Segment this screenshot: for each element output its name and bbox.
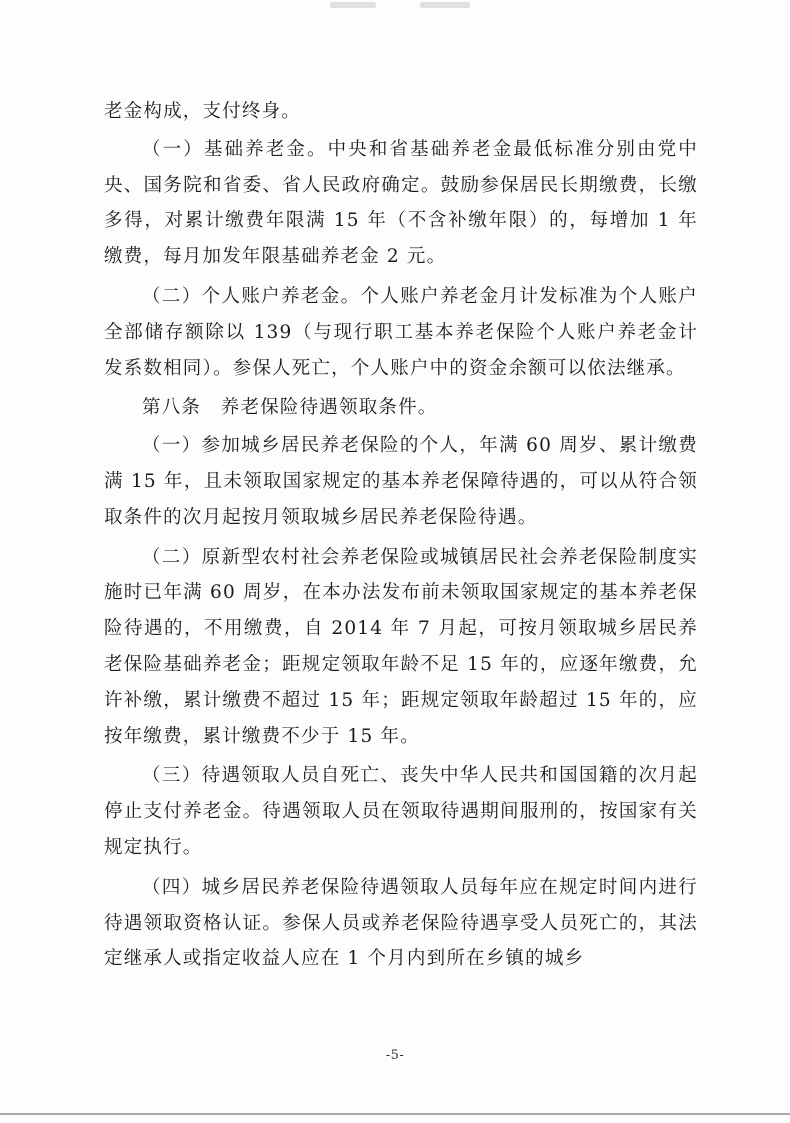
paragraph-condition-one: （一）参加城乡居民养老保险的个人，年满 60 周岁、累计缴费满 15 年，且未领取国家规定的基本养老保障待遇的，可以从符合领取条件的次月起按月领取城乡居民养老保险待遇。 — [104, 435, 698, 528]
paragraph-condition-two: （二）原新型农村社会养老保险或城镇居民社会养老保险制度实施时已年满 60 周岁，在本办法发布前未领取国家规定的基本养老保险待遇的，不用缴费，自 2014 年 7 月起，可按月领取城乡居民养老保险基础养老金；距规定领取年龄不足 15 年的，应逐年缴费，允许补缴，累计缴费不超过 15 年；距规定领取年龄超过 15 年的，应按年缴费，累计缴费不少于 15 年。 — [104, 546, 698, 747]
paragraph-basic-pension: （一）基础养老金。中央和省基础养老金最低标准分别由党中央、国务院和省委、省人民政府确定。鼓励参保居民长期缴费，长缴多得，对累计缴费年限满 15 年（不含补缴年限）的，每增加 1 年缴费，每月加发年限基础养老金 2 元。 — [104, 138, 698, 268]
page-number: -5- — [385, 1048, 405, 1063]
scan-artifact — [420, 2, 470, 8]
article-eight-heading: 第八条 养老保险待遇领取条件。 — [142, 397, 438, 419]
paragraph-condition-four: （四）城乡居民养老保险待遇领取人员每年应在规定时间内进行待遇领取资格认证。参保人员或养老保险待遇享受人员死亡的，其法定继承人或指定收益人应在 1 个月内到所在乡镇的城乡 — [104, 876, 698, 970]
paragraph-continuation: 老金构成，支付终身。 — [104, 101, 302, 122]
bottom-edge-line — [0, 1113, 790, 1115]
paragraph-personal-account-pension: （二）个人账户养老金。个人账户养老金月计发标准为个人账户全部储存额除以 139（与现行职工基本养老保险个人账户养老金计发系数相同）。参保人死亡，个人账户中的资金余额可以依法继承。 — [104, 285, 698, 379]
scan-artifact — [330, 2, 376, 8]
body-text — [104, 94, 698, 977]
paragraph-condition-three: （三）待遇领取人员自死亡、丧失中华人民共和国国籍的次月起停止支付养老金。待遇领取人员在领取待遇期间服刑的，按国家有关规定执行。 — [104, 765, 698, 858]
